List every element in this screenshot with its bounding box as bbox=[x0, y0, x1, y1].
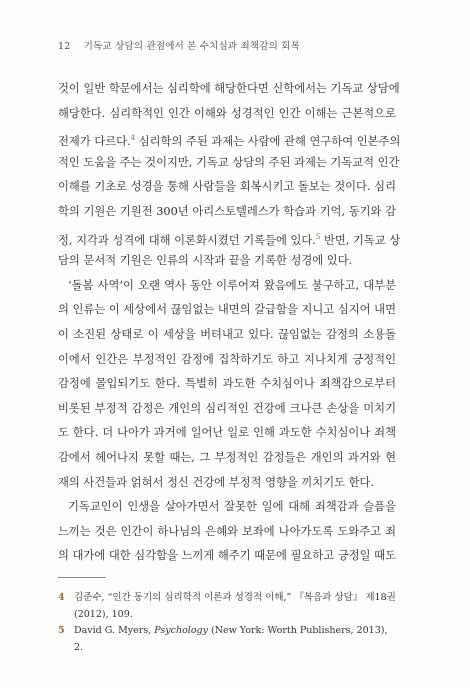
text-line: 해당한다. 심리학적인 인간 이해와 성경적인 인간 이해는 근본적으로 bbox=[58, 106, 396, 120]
text-line: 의 인류는 이 세상에서 끊임없는 내면의 갈급함을 지니고 심지어 내면 bbox=[58, 303, 396, 317]
footnote-book-title: Psychology bbox=[154, 625, 208, 636]
footnote-ref[interactable]: 4 bbox=[130, 134, 136, 143]
body-text bbox=[58, 77, 401, 569]
text-line: 재의 사건들과 얽혀서 정신 건강에 부정적 영향을 끼치기도 한다. bbox=[58, 475, 375, 489]
running-head bbox=[58, 38, 300, 52]
text-line: 의 대가에 대한 심각함을 느끼게 해주기 때문에 필요하고 긍정일 때도 bbox=[58, 549, 396, 563]
text-line: 적인 도움을 주는 것이지만, 기독교 상담의 주된 과제는 기독교적 인간 bbox=[58, 155, 400, 169]
text-line: 이에서 인간은 부정적인 감정에 집착하기도 하고 지나치게 긍정적인 bbox=[58, 352, 396, 366]
text-line: 이 소진된 상태로 이 세상을 버텨내고 있다. 끊임없는 감정의 소용돌 bbox=[58, 327, 396, 341]
text-line: 이해를 기초로 성경을 통해 사람들을 회복시키고 돌보는 것이다. 심리 bbox=[58, 180, 396, 194]
paragraph bbox=[58, 495, 396, 569]
footnote-number: 5 bbox=[58, 625, 65, 636]
paragraph bbox=[58, 274, 396, 495]
text-line: 느끼는 것은 인간이 하나님의 은혜와 보좌에 나아가도록 도와주고 죄 bbox=[58, 524, 396, 538]
text-line: 정, 지각과 성격에 대해 이론화시켰던 기록들에 있다.$^5$ 반면, 기독교 상 bbox=[58, 232, 401, 247]
paragraph bbox=[58, 77, 401, 274]
text-line: 감정에 몰입되기도 한다. 특별히 과도한 수치심이나 죄책감으로부터 bbox=[58, 377, 396, 391]
footnote-number: 4 bbox=[58, 592, 65, 603]
footnote-publication: (New York: Worth Publishers, 2013), 2. bbox=[74, 625, 388, 653]
footnote-item bbox=[58, 623, 398, 656]
footnote-ref[interactable]: 5 bbox=[315, 232, 321, 241]
page-number: 12 bbox=[58, 41, 71, 52]
footnote-text bbox=[74, 623, 398, 656]
text-line: 비롯된 부정적 감정은 개인의 심리적인 건강에 크나큰 손상을 미치기 bbox=[58, 401, 396, 415]
text-line: 감에서 헤어나지 못할 때는, 그 부정적인 감정들은 개인의 과거와 현 bbox=[58, 450, 396, 464]
footnotes bbox=[58, 590, 398, 656]
text-line: 기독교인이 인생을 살아가면서 잘못한 일에 대해 죄책감과 슬픔을 bbox=[68, 500, 396, 514]
footnote-item bbox=[58, 590, 398, 623]
text-line: 전제가 다르다.$^4$ 심리학의 주된 과제는 사람에 관해 연구하여 인본주의 bbox=[58, 134, 401, 149]
footnote-author: David G. Myers, bbox=[74, 625, 155, 636]
footnote-text: 김준수, “인간 동기의 심리학적 이론과 성경적 이해,” 『복음과 상담』 제18권 (2012), 109. bbox=[74, 592, 396, 620]
text-line: 것이 일반 학문에서는 심리학에 해당한다면 신학에서는 기독교 상담에 bbox=[58, 82, 400, 95]
text-line: ‘돌봄 사역’이 오랜 역사 동안 이루어져 왔음에도 불구하고, 대부분 bbox=[68, 278, 396, 292]
text-line: 학의 기원은 기원전 300년 아리스토텔레스가 학습과 기억, 동기와 감 bbox=[58, 204, 396, 218]
text-line: 도 한다. 더 나아가 과거에 일어난 일로 인해 과도한 수치심이나 죄책 bbox=[58, 426, 396, 440]
text-line: 담의 문서적 기원은 인류의 시작과 끝을 기록한 성경에 있다. bbox=[58, 254, 353, 268]
footnote-divider bbox=[58, 577, 106, 578]
running-title: 기독교 상담의 관점에서 본 수치심과 죄책감의 회복 bbox=[83, 41, 300, 52]
